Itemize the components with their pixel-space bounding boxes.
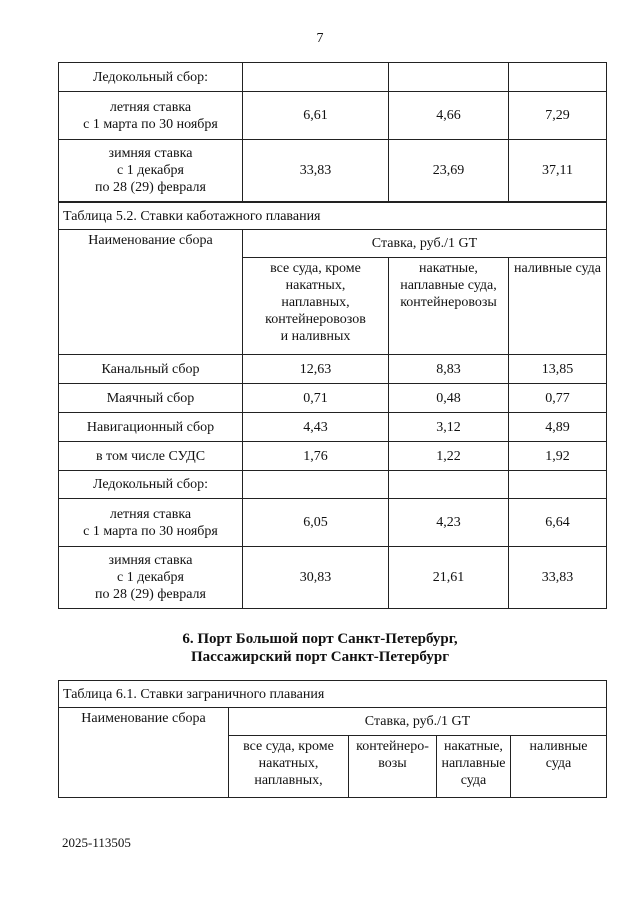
row-name: Ледокольный сбор: (59, 63, 243, 92)
column-header: накатные, наплавные суда (437, 736, 511, 798)
cell-value: 13,85 (509, 355, 607, 384)
cell-value: 0,48 (389, 384, 509, 413)
document-code: 2025-113505 (62, 835, 131, 850)
cell-value: 30,83 (243, 547, 389, 609)
cell-value (389, 63, 509, 92)
cell-value (243, 63, 389, 92)
section-heading (0, 630, 640, 666)
cell-value (509, 471, 607, 499)
cell-value: 4,23 (389, 499, 509, 547)
column-header: все суда, кроме накатных, наплавных, контейнеровозов и наливных (243, 258, 389, 355)
table-header-row (59, 230, 607, 258)
row-name: Навигационный сбор (59, 413, 243, 442)
cell-value: 33,83 (509, 547, 607, 609)
section-heading-line-1: 6. Порт Большой порт Санкт-Петербург, (182, 631, 458, 647)
table-row (59, 140, 607, 202)
cell-value: 4,43 (243, 413, 389, 442)
row-name: летняя ставка с 1 марта по 30 ноября (59, 499, 243, 547)
row-name: в том числе СУДС (59, 442, 243, 471)
table-row (59, 63, 607, 92)
table-6-1 (58, 680, 607, 798)
table-caption: Таблица 5.2. Ставки каботажного плавания (59, 203, 607, 230)
table-row (59, 499, 607, 547)
row-name: летняя ставка с 1 марта по 30 ноября (59, 92, 243, 140)
column-header: накатные, наплавные суда, контейнеровозы (389, 258, 509, 355)
cell-value (509, 63, 607, 92)
column-header: наливные суда (509, 258, 607, 355)
table-row (59, 471, 607, 499)
cell-value: 33,83 (243, 140, 389, 202)
table-5-2 (58, 202, 607, 609)
cell-value: 23,69 (389, 140, 509, 202)
row-name: зимняя ставка с 1 декабря по 28 (29) февраля (59, 547, 243, 609)
table-row (59, 442, 607, 471)
table-5-1-tail (58, 62, 607, 202)
cell-value: 1,22 (389, 442, 509, 471)
table-row (59, 355, 607, 384)
cell-value: 4,66 (389, 92, 509, 140)
cell-value: 8,83 (389, 355, 509, 384)
row-name: зимняя ставка с 1 декабря по 28 (29) февраля (59, 140, 243, 202)
header-name: Наименование сбора (59, 230, 243, 355)
header-rate: Ставка, руб./1 GT (243, 230, 607, 258)
cell-value: 12,63 (243, 355, 389, 384)
page-number: 7 (316, 31, 324, 46)
table-header-row (59, 708, 607, 736)
cell-value: 6,05 (243, 499, 389, 547)
cell-value: 4,89 (509, 413, 607, 442)
cell-value (389, 471, 509, 499)
cell-value: 1,76 (243, 442, 389, 471)
table-row (59, 413, 607, 442)
cell-value: 0,77 (509, 384, 607, 413)
header-rate: Ставка, руб./1 GT (229, 708, 607, 736)
table-row (59, 547, 607, 609)
cell-value: 3,12 (389, 413, 509, 442)
table-caption-row (59, 203, 607, 230)
cell-value: 6,64 (509, 499, 607, 547)
column-header: контейнеро- возы (349, 736, 437, 798)
column-header: все суда, кроме накатных, наплавных, (229, 736, 349, 798)
cell-value: 0,71 (243, 384, 389, 413)
cell-value: 37,11 (509, 140, 607, 202)
cell-value (243, 471, 389, 499)
column-header: наливные суда (511, 736, 607, 798)
cell-value: 21,61 (389, 547, 509, 609)
section-heading-line-2: Пассажирский порт Санкт-Петербург (190, 649, 450, 665)
table-row (59, 92, 607, 140)
header-name: Наименование сбора (59, 708, 229, 798)
cell-value: 6,61 (243, 92, 389, 140)
table-row (59, 384, 607, 413)
table-caption-row (59, 681, 607, 708)
table-caption: Таблица 6.1. Ставки заграничного плавания (59, 681, 607, 708)
row-name: Канальный сбор (59, 355, 243, 384)
row-name: Ледокольный сбор: (59, 471, 243, 499)
cell-value: 7,29 (509, 92, 607, 140)
cell-value: 1,92 (509, 442, 607, 471)
row-name: Маячный сбор (59, 384, 243, 413)
